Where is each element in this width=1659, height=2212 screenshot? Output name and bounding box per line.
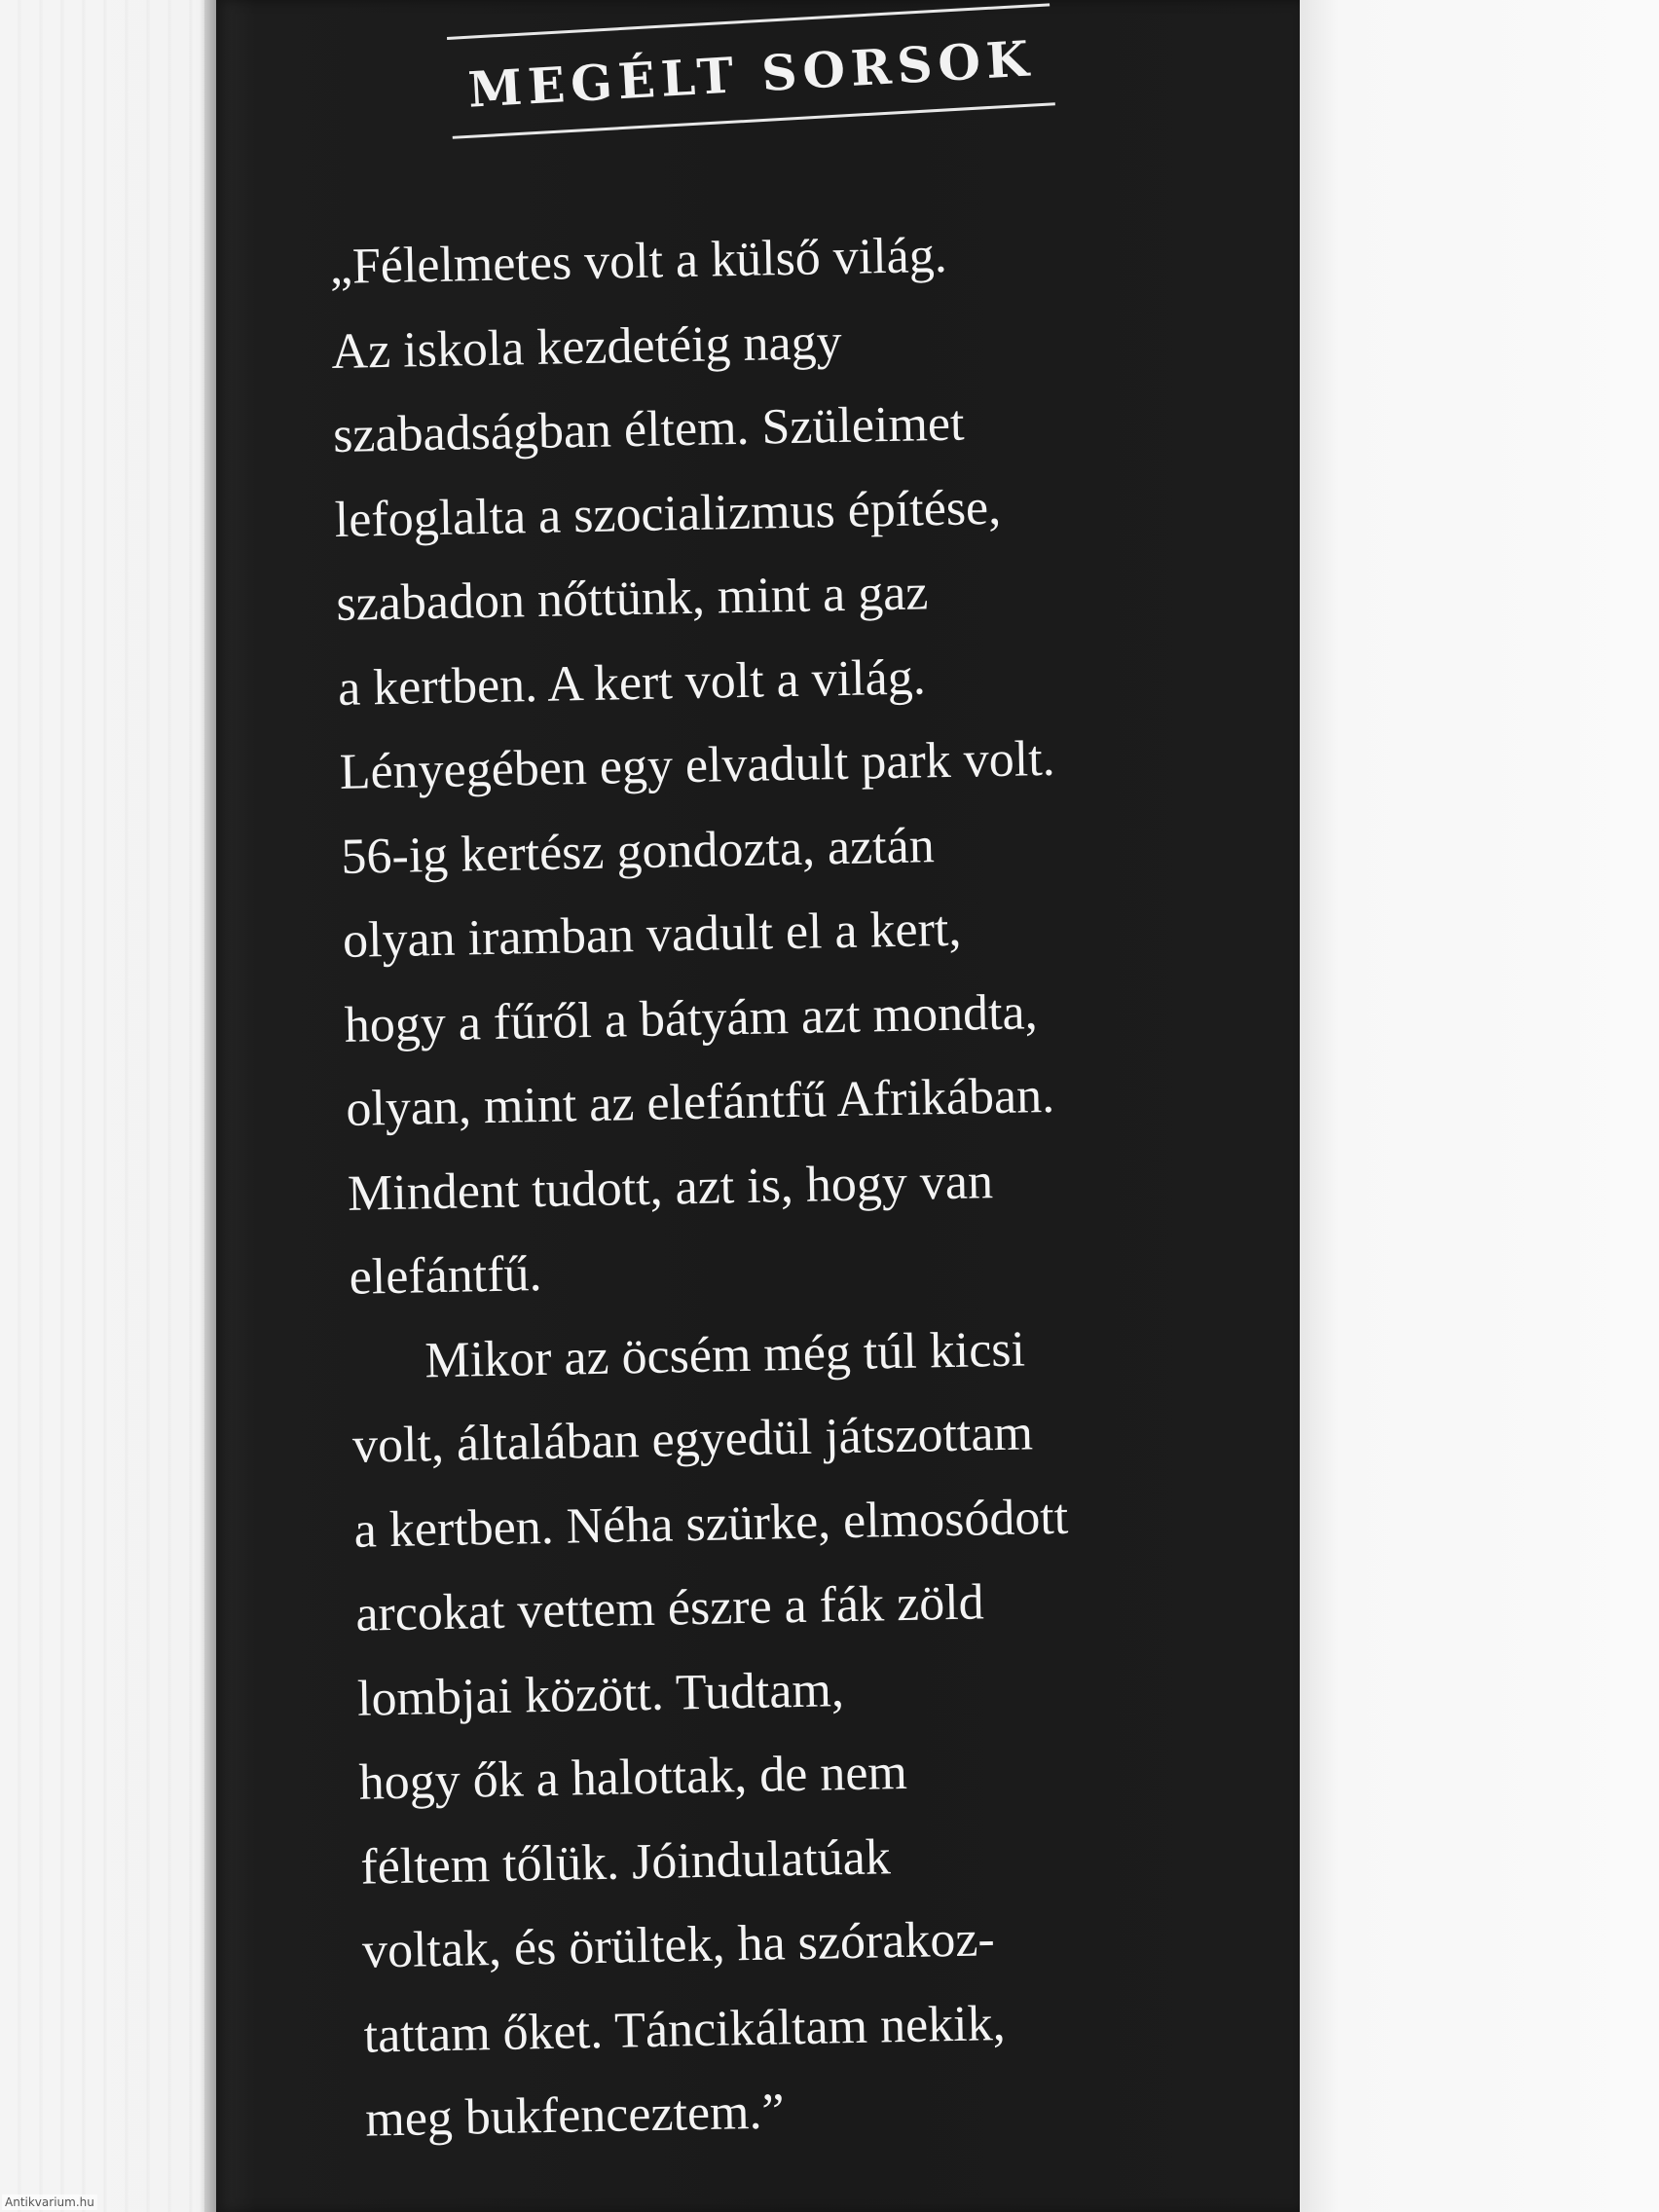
quote-line: lombjai között. Tudtam, [356, 1661, 845, 1727]
quote-line: hogy a fűről a bátyám azt mondta, [344, 983, 1039, 1053]
quote-line: arcokat vettem észre a fák zöld [354, 1574, 985, 1642]
quote-line: féltem tőlük. Jóindulatúak [359, 1828, 892, 1896]
quote-line: volt, általában egyedül játszottam [351, 1405, 1034, 1474]
quote-line: lefoglalta a szocializmus építése, [334, 479, 1002, 548]
left-page-edge [0, 0, 204, 2212]
quote-line-paragraph-start: Mikor az öcsém még túl kicsi [424, 1320, 1026, 1388]
quote-line: tattam őket. Táncikáltam nekik, [363, 1995, 1007, 2064]
quote-line: Az iskola kezdetéig nagy [330, 313, 843, 380]
quote-line: olyan iramban vadult el a kert, [342, 901, 962, 969]
quote-line: meg bukfenceztem.” [364, 2083, 786, 2148]
section-title: MEGÉLT SORSOK [466, 29, 1036, 119]
quote-line: „Félelmetes volt a külső világ. [329, 227, 948, 295]
watermark-label: Antikvarium.hu [2, 2194, 97, 2210]
quote-line: a kertben. Néha szürke, elmosódott [353, 1489, 1069, 1559]
quote-line: szabadságban éltem. Szüleimet [332, 395, 965, 463]
quote-line: szabadon nőttünk, mint a gaz [335, 565, 929, 632]
quote-line: hogy ők a halottak, de nem [358, 1744, 908, 1811]
quote-line: Mindent tudott, azt is, hogy van [347, 1153, 994, 1222]
quote-line: voltak, és örültek, ha szórakoz- [361, 1911, 996, 1979]
quote-line: a kertben. A kert volt a világ. [337, 648, 927, 717]
quote-line: Lényegében egy elvadult park volt. [339, 730, 1056, 800]
right-page [1300, 0, 1659, 2212]
quote-line: olyan, mint az elefántfű Afrikában. [345, 1067, 1055, 1137]
quote-line: 56-ig kertész gondozta, aztán [340, 817, 936, 885]
quote-body [329, 209, 1242, 2162]
quote-line: elefántfű. [349, 1246, 543, 1306]
